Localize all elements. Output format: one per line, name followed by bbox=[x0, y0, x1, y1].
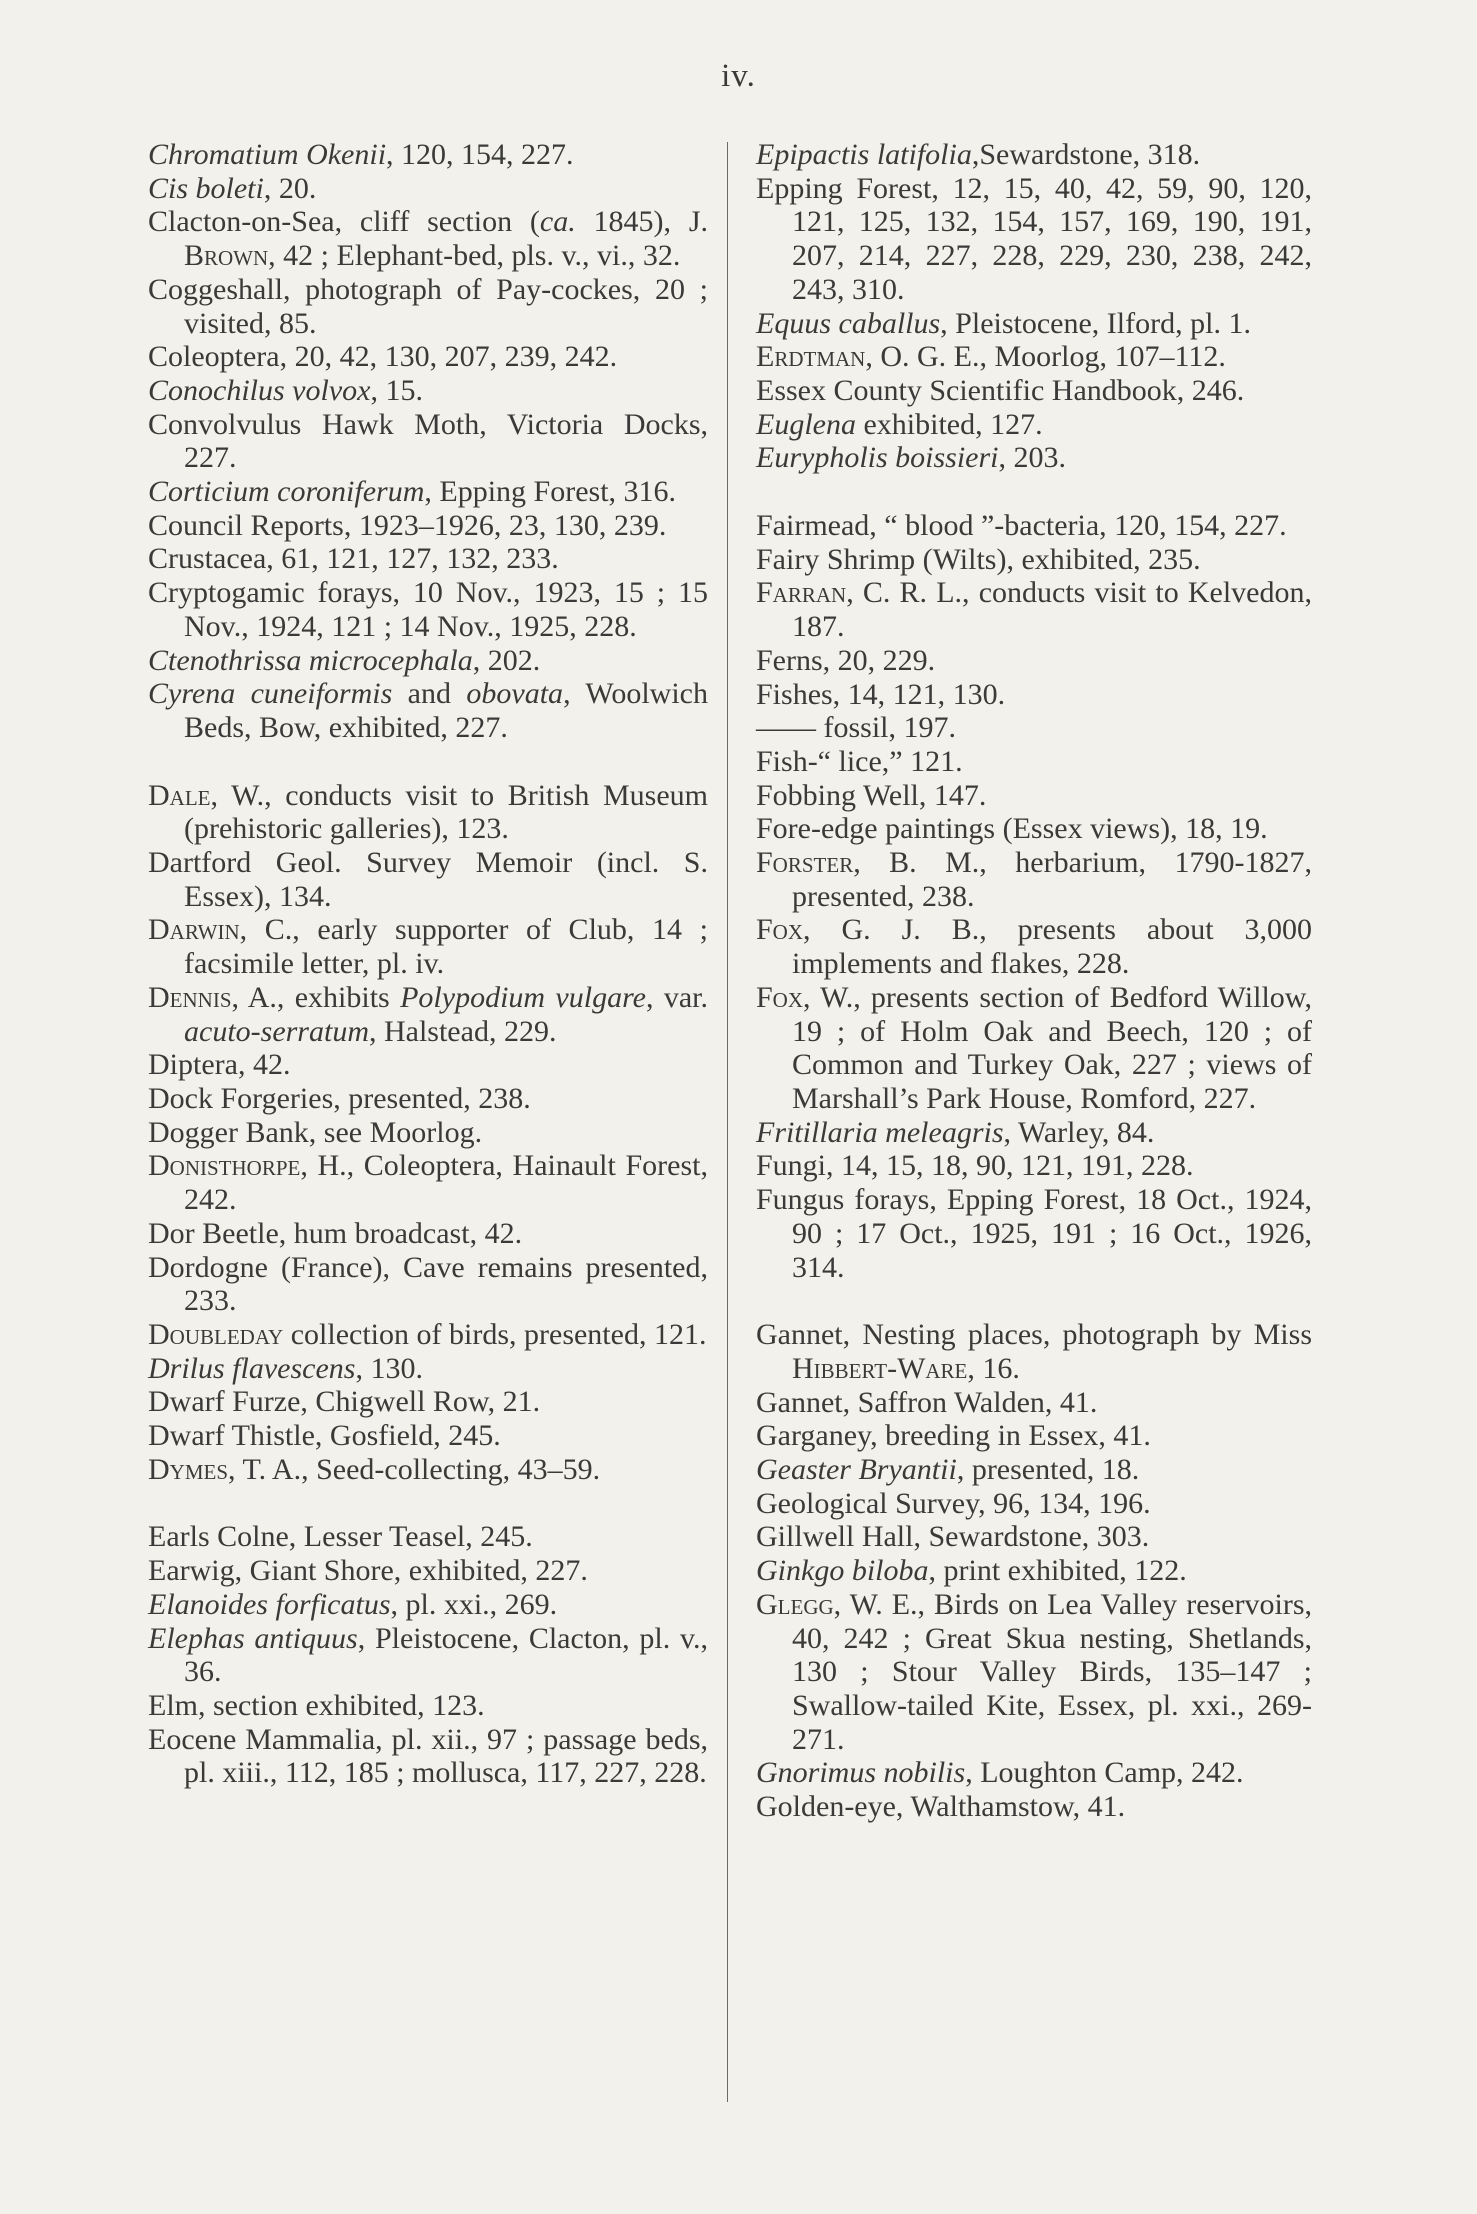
index-text: Dock Forgeries, presented, 238. bbox=[148, 1081, 531, 1115]
index-author-name: Forster bbox=[756, 846, 854, 880]
index-entry bbox=[756, 913, 1312, 980]
index-term-italic: Euglena bbox=[756, 407, 856, 441]
index-entry bbox=[756, 846, 1312, 913]
index-text: , 120, 154, 227. bbox=[386, 138, 574, 171]
index-entry bbox=[756, 138, 1312, 172]
index-entry bbox=[148, 677, 708, 744]
index-text: Cryptogamic forays, 10 Nov., 1923, 15 ; 15 Nov., 1924, 121 ; 14 Nov., 1925, 228. bbox=[148, 576, 708, 643]
index-entry bbox=[756, 745, 1312, 779]
index-entry bbox=[148, 1419, 708, 1453]
index-entry bbox=[148, 1149, 708, 1216]
index-entry bbox=[148, 846, 708, 913]
index-term-italic: Epipactis latifolia bbox=[756, 138, 972, 171]
index-author-name: Doubleday bbox=[148, 1317, 284, 1351]
index-term-italic: acuto-serratum bbox=[184, 1014, 369, 1048]
index-text: Earwig, Giant Shore, exhibited, 227. bbox=[148, 1554, 588, 1588]
index-author-name: Fox bbox=[756, 913, 804, 947]
index-entry bbox=[148, 1520, 708, 1554]
index-column-right bbox=[756, 138, 1312, 1824]
index-text: Coleoptera, 20, 42, 130, 207, 239, 242. bbox=[148, 340, 618, 374]
index-text: Coggeshall, photograph of Pay-cockes, 20 ; visited, 85. bbox=[148, 272, 708, 340]
index-entry bbox=[756, 441, 1312, 475]
index-text: Epping Forest, 12, 15, 40, 42, 59, 90, 120, 121, 125, 132, 154, 157, 169, 190, 191, 207, 214, 227, 228, 229, 230, 238, 242, 243, 310. bbox=[756, 171, 1312, 306]
index-text: , B. M., herbarium, 1790-1827, presented, 238. bbox=[792, 846, 1312, 913]
index-entry bbox=[756, 1520, 1312, 1554]
index-text: Fairmead, “ blood ”-bacteria, 120, 154, 227. bbox=[756, 509, 1287, 543]
index-text: , W., presents section of Bedford Willow, 19 ; of Holm Oak and Beech, 120 ; of Common and Turkey Oak, 227 ; views of Marshall’s Park House, Romford, 227. bbox=[792, 980, 1312, 1115]
index-entry bbox=[148, 340, 708, 374]
index-text: , Halstead, 229. bbox=[368, 1014, 557, 1048]
index-entry bbox=[756, 307, 1312, 341]
index-text: , T. A., Seed-collecting, 43–59. bbox=[228, 1452, 601, 1486]
index-entry bbox=[756, 678, 1312, 712]
index-text: Crustacea, 61, 121, 127, 132, 233. bbox=[148, 542, 559, 576]
index-text: Dwarf Furze, Chigwell Row, 21. bbox=[148, 1385, 541, 1419]
index-entry bbox=[756, 1318, 1312, 1385]
index-author-name: Farran bbox=[756, 576, 847, 610]
index-text: , 42 ; Elephant-bed, pls. v., vi., 32. bbox=[268, 239, 681, 273]
index-text: Fishes, 14, 121, 130. bbox=[756, 677, 1006, 711]
index-text: , 202. bbox=[472, 643, 541, 677]
index-entry bbox=[756, 711, 1312, 745]
index-text: —— fossil, 197. bbox=[756, 711, 957, 745]
index-entry bbox=[756, 812, 1312, 846]
index-text: Gillwell Hall, Sewardstone, 303. bbox=[756, 1520, 1150, 1554]
index-text: and bbox=[392, 677, 467, 711]
page-number: iv. bbox=[721, 58, 756, 94]
index-text: , 16. bbox=[967, 1351, 1020, 1385]
index-text: , W. E., Birds on Lea Valley reservoirs, 40, 242 ; Great Skua nesting, Shetlands, 130 ; Stour Valley Birds, 135–147 ; Swallow-tailed Kite, Essex, pl. xxi., 269-271. bbox=[792, 1587, 1312, 1756]
index-entry bbox=[756, 172, 1312, 307]
index-text: Fish-“ lice,” 121. bbox=[756, 744, 963, 778]
index-text: Convolvulus Hawk Moth, Victoria Docks, 227. bbox=[148, 407, 708, 475]
index-text: Fungus forays, Epping Forest, 18 Oct., 1924, 90 ; 17 Oct., 1925, 191 ; 16 Oct., 1926, 314. bbox=[756, 1183, 1312, 1284]
index-entry bbox=[756, 1756, 1312, 1790]
index-text: Geological Survey, 96, 134, 196. bbox=[756, 1486, 1151, 1520]
index-entry bbox=[148, 644, 708, 678]
index-text: Dartford Geol. Survey Memoir (incl. S. Essex), 134. bbox=[148, 846, 708, 913]
index-entry bbox=[756, 1453, 1312, 1487]
index-text: Dwarf Thistle, Gosfield, 245. bbox=[148, 1419, 501, 1453]
index-text: , G. J. B., presents about 3,000 implements and flakes, 228. bbox=[792, 913, 1312, 981]
index-entry bbox=[756, 1588, 1312, 1757]
index-term-italic: Elanoides forficatus bbox=[148, 1587, 391, 1621]
index-text: , O. G. E., Moorlog, 107–112. bbox=[865, 340, 1226, 374]
index-entry bbox=[148, 1251, 708, 1318]
index-text: Council Reports, 1923–1926, 23, 130, 239. bbox=[148, 508, 667, 542]
index-author-name: Fox bbox=[756, 980, 804, 1014]
column-divider bbox=[727, 142, 728, 2102]
index-author-name: Erdtman bbox=[756, 340, 866, 374]
index-text: , C., early supporter of Club, 14 ; facsimile letter, pl. iv. bbox=[184, 913, 708, 981]
index-entry bbox=[148, 475, 708, 509]
index-text: Essex County Scientific Handbook, 246. bbox=[756, 373, 1245, 407]
index-entry bbox=[148, 779, 708, 846]
index-text: , C. R. L., conducts visit to Kelvedon, 187. bbox=[792, 576, 1312, 644]
index-text: 1845), J. bbox=[575, 205, 708, 239]
index-entry bbox=[756, 1487, 1312, 1521]
index-column-left bbox=[148, 138, 708, 1790]
index-term-italic: obovata bbox=[466, 677, 564, 711]
index-entry bbox=[148, 576, 708, 643]
index-text: , var. bbox=[645, 980, 708, 1014]
index-entry bbox=[148, 1318, 708, 1352]
index-text: Fobbing Well, 147. bbox=[756, 778, 987, 812]
index-entry bbox=[756, 509, 1312, 543]
index-term-italic: Elephas antiquus bbox=[148, 1621, 358, 1655]
index-text: , Warley, 84. bbox=[1003, 1115, 1155, 1149]
index-author-name: Darwin bbox=[148, 913, 240, 947]
index-text: , pl. xxi., 269. bbox=[390, 1587, 558, 1621]
index-text: , W., conducts visit to British Museum (prehistoric galleries), 123. bbox=[184, 778, 708, 846]
index-entry bbox=[756, 543, 1312, 577]
index-entry bbox=[756, 1554, 1312, 1588]
index-term-italic: Eurypholis boissieri bbox=[756, 441, 999, 475]
index-entry bbox=[756, 1149, 1312, 1183]
index-text: Dogger Bank, see Moorlog. bbox=[148, 1115, 483, 1149]
index-text: ,Sewardstone, 318. bbox=[971, 138, 1201, 171]
index-term-italic: Fritillaria meleagris bbox=[756, 1115, 1004, 1149]
index-term-italic: Ctenothrissa microcephala bbox=[148, 643, 473, 677]
index-text: Fairy Shrimp (Wilts), exhibited, 235. bbox=[756, 542, 1201, 576]
index-text: Garganey, breeding in Essex, 41. bbox=[756, 1419, 1151, 1453]
index-entry bbox=[148, 913, 708, 980]
index-entry bbox=[148, 1554, 708, 1588]
index-author-name: Brown bbox=[184, 239, 269, 273]
index-text: , print exhibited, 122. bbox=[928, 1554, 1187, 1588]
index-text: , 130. bbox=[355, 1351, 423, 1385]
index-text: Earls Colne, Lesser Teasel, 245. bbox=[148, 1520, 533, 1554]
index-author-name: Hibbert-Ware bbox=[792, 1351, 968, 1385]
index-term-italic: ca. bbox=[539, 205, 576, 239]
index-author-name: Donisthorpe bbox=[148, 1149, 301, 1183]
index-term-italic: Cis boleti bbox=[148, 171, 264, 205]
index-text: Ferns, 20, 229. bbox=[756, 643, 936, 677]
index-entry bbox=[148, 172, 708, 206]
index-text: Gannet, Nesting places, photograph by Miss bbox=[756, 1318, 1312, 1352]
index-term-italic: Polypodium vulgare bbox=[400, 980, 646, 1014]
index-text: Gannet, Saffron Walden, 41. bbox=[756, 1385, 1098, 1419]
index-text: Fore-edge paintings (Essex views), 18, 19. bbox=[756, 812, 1268, 846]
index-entry bbox=[148, 1689, 708, 1723]
index-entry bbox=[756, 374, 1312, 408]
index-entry bbox=[148, 1453, 708, 1487]
index-term-italic: Cyrena cuneiformis bbox=[148, 677, 393, 711]
index-entry bbox=[148, 1048, 708, 1082]
index-author-name: Dennis bbox=[148, 980, 232, 1014]
index-text: , Epping Forest, 316. bbox=[424, 475, 677, 509]
index-entry bbox=[756, 1116, 1312, 1150]
index-entry bbox=[148, 1116, 708, 1150]
index-term-italic: Gnorimus nobilis bbox=[756, 1756, 966, 1790]
index-text: , 203. bbox=[998, 441, 1067, 475]
index-entry bbox=[756, 981, 1312, 1116]
index-term-italic: Geaster Bryantii bbox=[756, 1453, 957, 1487]
index-text: collection of birds, presented, 121. bbox=[283, 1317, 707, 1351]
index-entry bbox=[148, 1622, 708, 1689]
index-entry bbox=[756, 408, 1312, 442]
index-entry bbox=[756, 1790, 1312, 1824]
index-entry bbox=[148, 1723, 708, 1790]
index-text: Dor Beetle, hum broadcast, 42. bbox=[148, 1216, 523, 1250]
index-text: Fungi, 14, 15, 18, 90, 121, 191, 228. bbox=[756, 1149, 1194, 1183]
index-text: , Pleistocene, Ilford, pl. 1. bbox=[940, 306, 1251, 340]
index-text: , 15. bbox=[370, 373, 423, 407]
index-text: , Woolwich Beds, Bow, exhibited, 227. bbox=[184, 677, 708, 744]
index-entry bbox=[756, 576, 1312, 643]
index-entry bbox=[756, 779, 1312, 813]
index-text: Clacton-on-Sea, cliff section ( bbox=[148, 205, 540, 239]
index-entry bbox=[148, 374, 708, 408]
index-entry bbox=[148, 1588, 708, 1622]
index-entry bbox=[756, 1183, 1312, 1284]
index-entry bbox=[148, 273, 708, 340]
index-entry bbox=[148, 205, 708, 272]
index-author-name: Glegg bbox=[756, 1587, 834, 1621]
index-text: Elm, section exhibited, 123. bbox=[148, 1688, 485, 1722]
index-entry bbox=[148, 542, 708, 576]
index-term-italic: Ginkgo biloba bbox=[756, 1554, 929, 1588]
index-entry bbox=[756, 340, 1312, 374]
index-author-name: Dale bbox=[148, 778, 211, 812]
index-text: exhibited, 127. bbox=[855, 407, 1043, 441]
index-entry bbox=[756, 1419, 1312, 1453]
index-entry bbox=[148, 509, 708, 543]
index-entry bbox=[148, 1385, 708, 1419]
index-author-name: Dymes bbox=[148, 1452, 229, 1486]
index-text: Eocene Mammalia, pl. xii., 97 ; passage beds, pl. xiii., 112, 185 ; mollusca, 117, 227, 228. bbox=[148, 1722, 708, 1790]
index-entry bbox=[148, 138, 708, 172]
index-entry bbox=[756, 644, 1312, 678]
index-entry bbox=[148, 1217, 708, 1251]
index-text: Dordogne (France), Cave remains presented, 233. bbox=[148, 1250, 708, 1318]
index-text: , H., Coleoptera, Hainault Forest, 242. bbox=[184, 1149, 708, 1217]
index-entry bbox=[148, 1352, 708, 1386]
index-entry bbox=[756, 1386, 1312, 1420]
index-text: , Loughton Camp, 242. bbox=[965, 1756, 1244, 1790]
index-text: , Pleistocene, Clacton, pl. v., 36. bbox=[184, 1621, 708, 1689]
index-term-italic: Chromatium Okenii bbox=[148, 138, 387, 171]
index-term-italic: Corticium coroniferum bbox=[148, 475, 425, 509]
index-entry bbox=[148, 1082, 708, 1116]
index-term-italic: Equus caballus bbox=[756, 306, 941, 340]
index-text: Golden-eye, Walthamstow, 41. bbox=[756, 1790, 1126, 1824]
index-term-italic: Drilus flavescens bbox=[148, 1351, 356, 1385]
index-text: , A., exhibits bbox=[231, 980, 401, 1014]
index-text: , presented, 18. bbox=[956, 1453, 1140, 1487]
index-text: Diptera, 42. bbox=[148, 1048, 291, 1082]
index-text: , 20. bbox=[263, 171, 317, 205]
index-term-italic: Conochilus volvox bbox=[148, 373, 371, 407]
index-entry bbox=[148, 981, 708, 1048]
index-entry bbox=[148, 408, 708, 475]
